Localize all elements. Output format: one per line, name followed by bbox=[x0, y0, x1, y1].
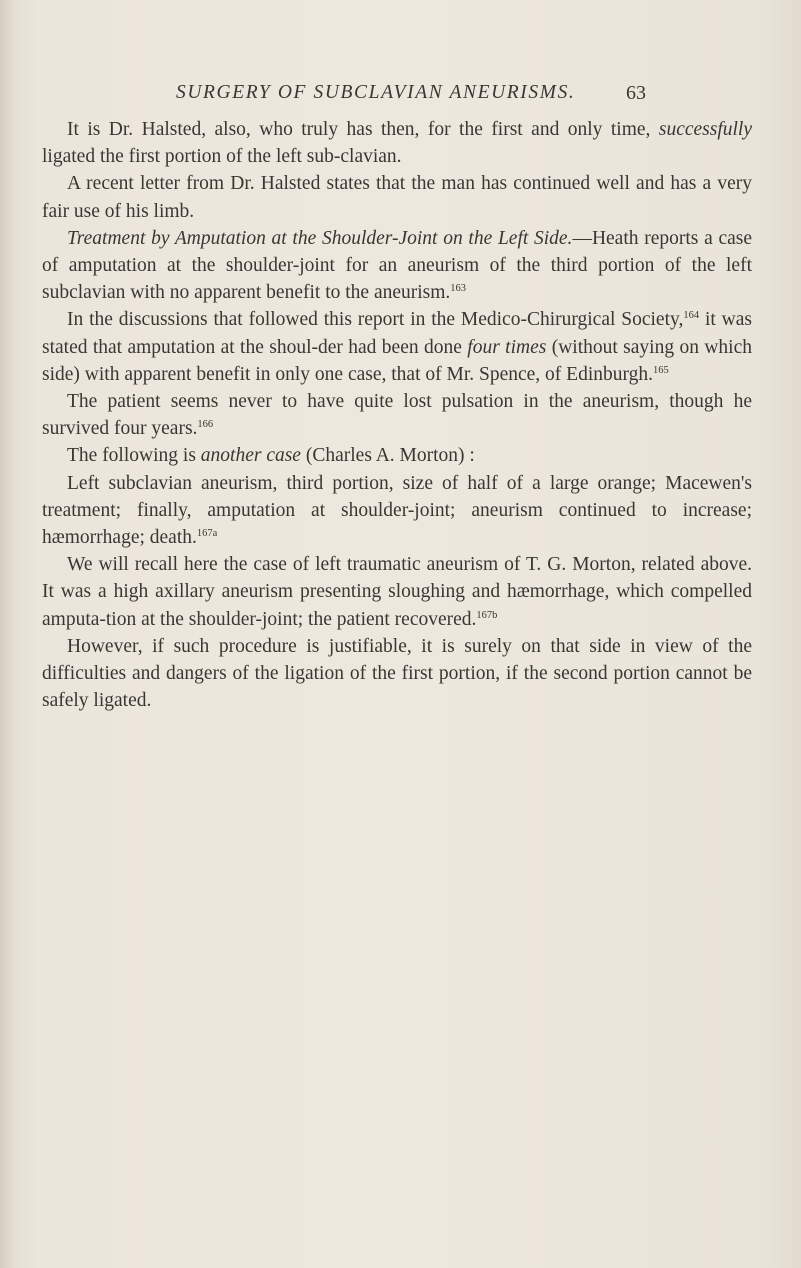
paragraph bbox=[42, 442, 752, 469]
footnote-ref: 166 bbox=[197, 419, 214, 431]
footnote-ref: 164 bbox=[683, 310, 700, 322]
page-header bbox=[176, 82, 646, 110]
paragraph bbox=[42, 633, 752, 715]
section-heading: Treatment by Amputation at the Shoulder-Joint on the Left Side. bbox=[67, 227, 573, 249]
text-run: A recent letter from Dr. Halsted states that the man has continued well and has a very fair use of his limb. bbox=[42, 173, 752, 222]
italic-emphasis: successfully bbox=[658, 119, 752, 140]
page-number: 63 bbox=[626, 82, 646, 104]
text-run: We will recall here the case of left traumatic aneurism of T. G. Morton, related above. It was a high axillary aneurism presenting sloughing and hæmorrhage, which compelled amputa-tion at the shoulder-joint; the patient recovered. bbox=[42, 554, 752, 630]
running-head: SURGERY OF SUBCLAVIAN ANEURISMS. bbox=[176, 82, 576, 103]
page-gutter-shadow bbox=[0, 0, 14, 1268]
text-run: Left subclavian aneurism, third portion, size of half of a large orange; Macewen's treatment; finally, amputation at shoulder-joint; aneurism continued to increase; hæmorrhage; death. bbox=[42, 472, 752, 549]
paragraph bbox=[42, 388, 752, 442]
text-run: It is Dr. Halsted, also, who truly has then, for the first and only time, bbox=[67, 119, 659, 140]
text-run: (Charles A. Morton) : bbox=[300, 445, 475, 467]
footnote-ref: 165 bbox=[653, 364, 669, 376]
italic-emphasis: four times bbox=[467, 336, 547, 358]
footnote-ref: 163 bbox=[450, 283, 467, 295]
text-run: ligated the first portion of the left sub-clavian. bbox=[42, 146, 402, 168]
footnote-ref: 167a bbox=[196, 528, 218, 540]
text-run: The patient seems never to have quite lost pulsation in the aneurism, though he survived four years. bbox=[42, 391, 752, 440]
paragraph bbox=[42, 306, 752, 388]
italic-emphasis: another case bbox=[200, 445, 301, 467]
text-run: (without saying on which side) with apparent benefit in only one case, that of Mr. Spence, of Edinburgh. bbox=[42, 336, 752, 385]
text-run: it was stated that amputation at the shoul-der had been done bbox=[42, 309, 752, 358]
text-run: —Heath reports a case of amputation at the shoulder-joint for an aneurism of the third portion of the left subclavian with no apparent benefit to the aneurism. bbox=[42, 227, 752, 304]
paragraph bbox=[42, 116, 752, 170]
paragraph bbox=[42, 551, 752, 633]
footnote-ref: 167b bbox=[476, 609, 498, 621]
text-run: In the discussions that followed this report in the Medico-Chirurgical Society, bbox=[67, 309, 684, 331]
body-text bbox=[42, 116, 752, 714]
text-run: The following is bbox=[67, 445, 201, 467]
paragraph bbox=[42, 470, 752, 552]
section-paragraph bbox=[42, 225, 752, 307]
paragraph bbox=[42, 170, 752, 224]
text-run: However, if such procedure is justifiable, it is surely on that side in view of the difficulties and dangers of the ligation of the first portion, if the second portion cannot be safely ligated. bbox=[42, 635, 752, 712]
